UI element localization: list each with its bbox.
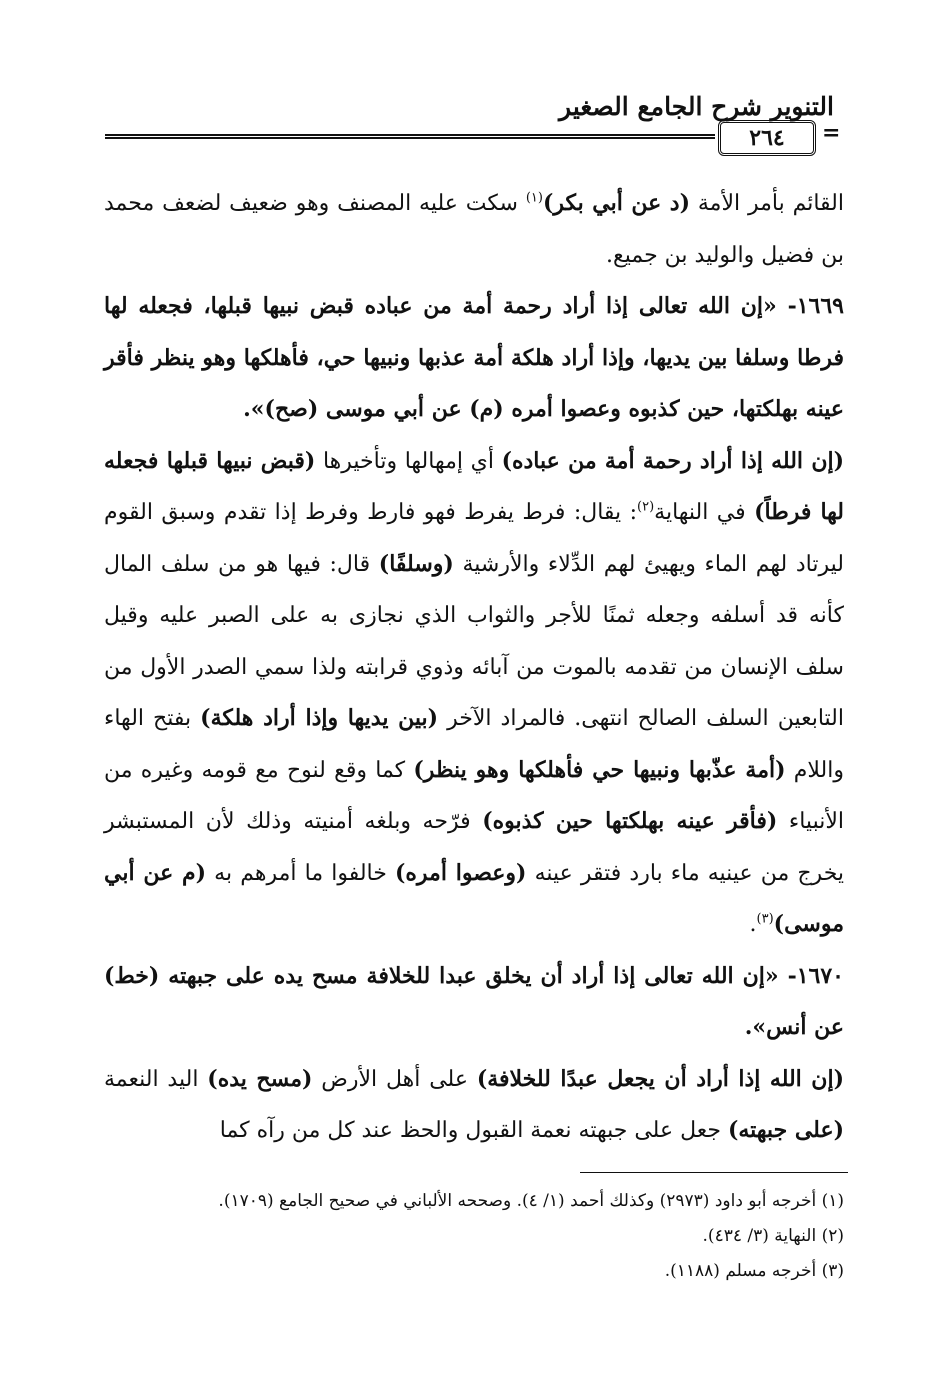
bold-text: (إن الله إذا أراد أن يجعل عبدًا للخلافة) bbox=[476, 1065, 844, 1092]
text-run: القائم بأمر الأمة bbox=[690, 191, 844, 216]
text-run: اليد النعمة bbox=[104, 1066, 208, 1092]
bold-text: (مسح يده) bbox=[207, 1065, 313, 1092]
running-title: التنوير شرح الجامع الصغير bbox=[559, 92, 834, 121]
text-run: جعل على جبهته نعمة القبول والحظ عند كل من رآه كما bbox=[219, 1118, 728, 1143]
text-run: . bbox=[749, 912, 757, 937]
bold-text: (فأقر عينه بهلكتها حين كذبوه) bbox=[482, 808, 778, 834]
paragraph bbox=[104, 951, 844, 1054]
text-run: كما وقع لنوح مع قومه وغيره من الأنبياء bbox=[104, 757, 844, 834]
bold-text: (د عن أبي بكر) bbox=[542, 190, 691, 216]
bold-text: (على جبهته) bbox=[727, 1117, 844, 1143]
footnote-rule bbox=[580, 1172, 848, 1173]
page-number: ٢٦٤ bbox=[718, 120, 816, 156]
footnotes bbox=[104, 1184, 844, 1289]
bold-text: (وسلفًا) bbox=[378, 550, 454, 577]
text-run: في النهاية bbox=[654, 500, 755, 525]
footnote-3: (٣) أخرجه مسلم (١١٨٨). bbox=[664, 1261, 844, 1281]
text-run: خالفوا ما أمرهم به bbox=[206, 860, 395, 886]
footnote-marker: (٣) bbox=[756, 911, 774, 927]
bold-text: (قبض نبيها قبلها فجعله لها فرطاً) bbox=[104, 447, 844, 525]
bold-text: ١٦٧٠- «إن الله تعالى إذا أراد أن يخلق عبدا للخلافة مسح يده على جبهته (خط) عن أنس». bbox=[104, 962, 844, 1040]
header-edge-mark: = bbox=[822, 120, 841, 146]
bold-text: (إن الله إذا أراد رحمة أمة من عباده) bbox=[501, 447, 844, 474]
bold-text: (وعصوا أمره) bbox=[394, 859, 527, 886]
header-rule bbox=[105, 134, 715, 139]
text-run: أي إمهالها وتأخيرها bbox=[315, 448, 502, 474]
paragraph bbox=[104, 178, 844, 281]
paragraph bbox=[104, 281, 844, 436]
text-run: بفتح الهاء واللام bbox=[104, 706, 844, 783]
footnote-marker: (١) bbox=[525, 190, 543, 206]
text-run: قال: فيها هو من سلف المال كأنه قد أسلفه وجعله ثمنًا للأجر والثواب الذي نجازى به على الصبر عليه وقيل سلف الإنسان من تقدمه بالموت من آبائه وذوي قرابته ولذا سمي الصدر الأول من التابعين السلف الصالح انتهى. فالمراد الآخر bbox=[104, 551, 844, 731]
footnote-2: (٢) النهاية (٣/ ٤٣٤). bbox=[702, 1226, 844, 1246]
footnote-1: (١) أخرجه أبو داود (٢٩٧٣) وكذلك أحمد (١/ ٤). وصححه الألباني في صحيح الجامع (١٧٠٩). bbox=[218, 1191, 844, 1211]
text-run: فرّحه وبلغه أمنيته وذلك لأن المستبشر يخرج من عينيه ماء بارد فتقر عينه bbox=[104, 809, 845, 886]
bold-text: (أمة عذّبها ونبيها حي فأهلكها وهو ينظر) bbox=[413, 756, 786, 783]
bold-text: (بين يديها وإذا أراد هلكة) bbox=[200, 705, 439, 731]
bold-text: ١٦٦٩- «إن الله تعالى إذا أراد رحمة أمة من عباده قبض نبيها قبلها، فجعله لها فرطا وسلفا بين يديها، وإذا أراد هلكة أمة عذبها ونبيها حي، فأهلكها وهو ينظر فأقر عينه بهلكتها، حين كذبوه وعصوا أمره (م) عن أبي موسى (صح)». bbox=[104, 293, 844, 422]
bold-text: (م عن أبي موسى) bbox=[104, 859, 844, 937]
text-run: : يقال: فرط يفرط فهو فارط وفرط إذا تقدم وسبق القوم ليرتاد لهم الماء ويهيئ لهم الدِّلاء والأرشية bbox=[104, 500, 844, 577]
main-text bbox=[104, 178, 844, 1157]
text-run: على أهل الأرض bbox=[312, 1066, 477, 1092]
paragraph bbox=[104, 1054, 844, 1157]
footnote-marker: (٢) bbox=[637, 499, 655, 515]
text-run: سكت عليه المصنف وهو ضعيف لضعف محمد بن فضيل والوليد بن جميع. bbox=[104, 191, 844, 268]
paragraph bbox=[104, 436, 844, 951]
